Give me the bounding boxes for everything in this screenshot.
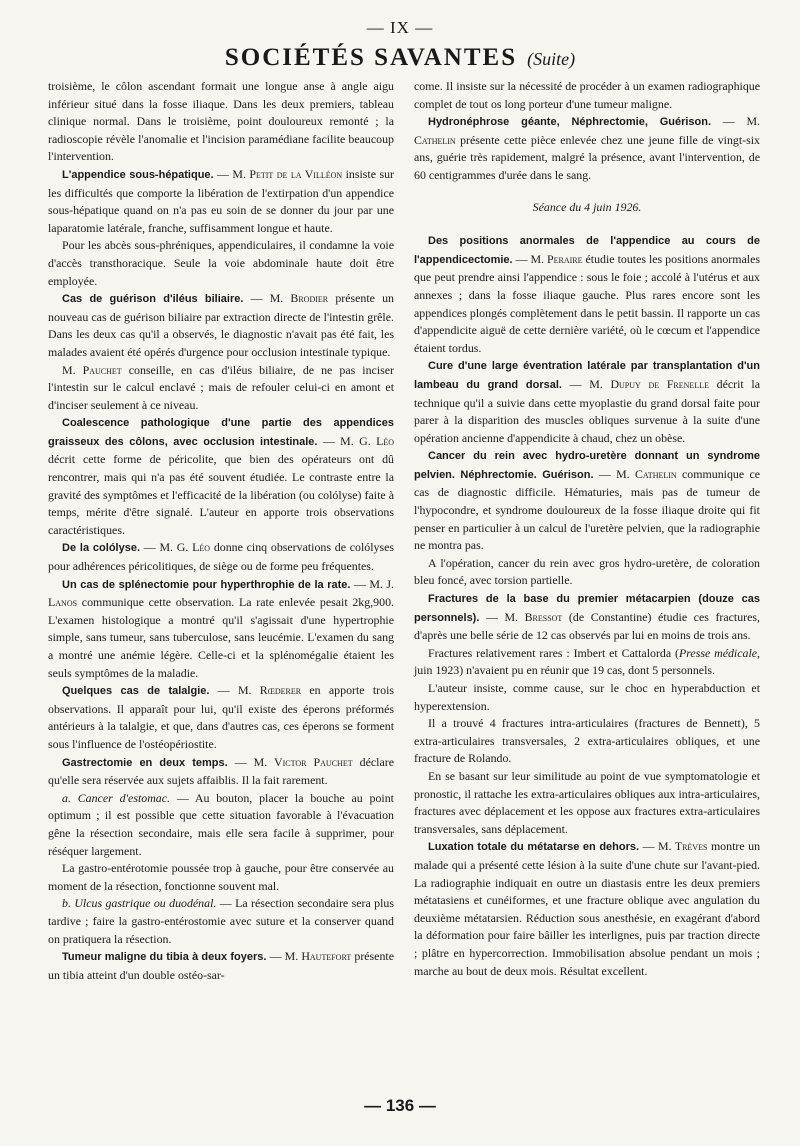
article-text: décrit la technique qu'il a suivie dans cette myoplastie du grand dorsal faite pour parer à la disparition des muscles obliques survenue à la suite d'une opération ancienne d'appendicite à chaud, chez un obèse.: [414, 376, 760, 445]
article-text: (de Constantine) étudie ces fractures, d'après une belle série de 12 cas observés par lui en moins de trois ans.: [414, 609, 761, 643]
left-column: [48, 78, 394, 984]
paragraph: L'auteur insiste, comme cause, sur le choc en hyperabduction et hyperextension.: [414, 681, 760, 713]
article-heading: Cure d'une large éventration latérale par transplantation d'un lambeau du grand dorsal.: [414, 360, 760, 391]
article-text: communique cette observation. La rate enlevée pesait 2kg,900. L'examen histologique a montré qu'il s'agissait d'une hypertrophie simple, sans tumeur, sans tuberculose, sans leucémie. L'examen du sang a montré une anémie légère. Celle-ci et la splénomégalie étaient les seuls symptômes de la maladie.: [48, 595, 394, 680]
article: Cancer du rein avec hydro-uretère donnant un syndrome pelvien. Néphrectomie. Guérison. — M. Cathelin communique ce cas de diagnostic difficile. Hématuries, mais pas de tumeur de l'hypocondre, et syndrome douloureux de la fosse iliaque droite qui fit penser en particulier à un calcul de l'uretère pelvien, que la radiographie ne montra pas.: [414, 450, 760, 553]
text-fragment: Fractures relativement rares : Imbert et Cattalorda (: [428, 645, 679, 660]
article-heading: Quelques cas de talalgie.: [62, 685, 210, 698]
article-text: montre un malade qui a présenté cette lésion à la suite d'une chute sur l'avant-pied. La radiographie indiquait en outre un diastasis entre les deux premiers métatasiens et cunéiformes, et une fracture oblique avec angulation du deuxième métatarsien. Réduction sous anesthésie, en exagérant d'abord la déformation pour faire bâiller les interlignes, puis par traction directe ; plâtre en hypercorrection. Immobilisation absolue pendant un mois ; marche au bout de deux mois. Résultat excellent.: [414, 839, 761, 978]
article: Cure d'une large éventration latérale par transplantation d'un lambeau du grand dorsal. — M. Dupuy de Frenelle décrit la technique qu'il a suivie dans cette myoplastie du grand dorsal faite pour parer à la disparition des muscles obliques survenue à la suite d'une opération ancienne d'appendicite à chaud, chez un obèse.: [414, 360, 760, 445]
article-text: — La résection secondaire sera plus tardive ; faire la gastro-entérostomie avec suture et la conserver quand on pratiquera la résection.: [48, 896, 394, 946]
article-text: donne cinq observations de colólyses pour adhérences péricolitiques, de siège ou de forme peu fréquentes.: [48, 540, 394, 574]
article-heading: Luxation totale du métatarse en dehors.: [428, 841, 640, 854]
article: Quelques cas de talalgie. — M. Rœderer en apporte trois observations. Il apparaît pour lui, qu'il existe des éperons préformés antérieurs à la talalgie, et que, dans d'autres cas, ces éperons se forment sous l'influence de l'ostéopériostite.: [48, 683, 394, 751]
author: M. Cathelin: [616, 466, 677, 481]
text-fragment: , juin 1923) n'avaient pu en réunir que 19 cas, dont 5 personnels.: [414, 645, 761, 678]
article-heading: Hydronéphrose géante, Néphrectomie, Guérison.: [428, 116, 712, 129]
subsection-label: a. Cancer d'estomac.: [62, 790, 170, 805]
author: M. Peraire: [530, 251, 583, 266]
paragraph: La gastro-entérotomie poussée trop à gauche, pour être conservée au moment de la résection, fonctionne souvent mal.: [48, 861, 394, 893]
paragraph: En se basant sur leur similitude au point de vue symptomatologie et pronostic, il rattache les extra-articulaires obliques aux intra-articulaires, fractures avec déplacement et les oppose aux fractures extra-articulaires transversales, sans déplacement.: [414, 768, 760, 836]
text-columns: [48, 78, 760, 984]
article-heading: Gastrectomie en deux temps.: [62, 756, 228, 769]
author: M. Cathelin: [414, 114, 760, 147]
paragraph: [48, 362, 394, 415]
article-text: décrit cette forme de péricolite, que bien des opérateurs ont dû rencontrer, mais qui n'a pas été souvent étudiée. Le contraste entre la gravité des symptômes et l'efficacité de la libération (ou colólyse) faite à temps, mérite d'être signalé. L'auteur en apporte trois observations caractéristiques.: [48, 452, 394, 537]
article: Gastrectomie en deux temps. — M. Victor Pauchet déclare qu'elle sera réservée aux sujets affaiblis. Il la fait rarement.: [48, 754, 394, 788]
author: M. Bressot: [504, 609, 563, 624]
article-heading: Tumeur maligne du tibia à deux foyers.: [62, 951, 267, 964]
article-text: déclare qu'elle sera réservée aux sujets affaiblis. Il la fait rarement.: [48, 754, 394, 788]
author: M. Rœderer: [237, 683, 302, 698]
section-suite: (Suite): [527, 49, 576, 69]
paragraph: [48, 790, 394, 860]
paragraph: Il a trouvé 4 fractures intra-articulaires (fractures de Bennett), 5 extra-articulaires transversales, 2 extra-articulaires obliques, et une fracture de Rolando.: [414, 716, 760, 766]
author: M. Brodier: [269, 291, 329, 306]
author: M. J. Lanos: [48, 576, 394, 610]
article-text: — Au bouton, placer la bouche au point optimum ; il est possible que cette situation favorable à l'évacuation gêne la résection secondaire, mais elle sera facile à supprimer, pour réséquer largement.: [48, 790, 394, 858]
paragraph: [414, 645, 760, 680]
author: M. Petit de la Villéon: [232, 166, 343, 181]
article-heading: Cas de guérison d'iléus biliaire.: [62, 293, 244, 306]
article: L'appendice sous-hépatique. — M. Petit de la Villéon insiste sur les difficultés que comporte la libération de l'extirpation d'un appendice sous-hépatique quand on n'a pas eu soin de se donner du jour par une laparatomie latérale, franche, suffisamment longue et haute.: [48, 166, 394, 235]
roman-page-number: — IX —: [366, 18, 434, 37]
article-heading: De la colólyse.: [62, 542, 141, 555]
article-text: insiste sur les difficultés que comporte la libération de l'extirpation d'un appendice sous-hépatique quand on n'a pas eu soin de se donner du jour par une laparatomie latérale, franche, suffisamment longue et haute.: [48, 166, 394, 235]
paragraph: [48, 895, 394, 948]
article-heading: L'appendice sous-hépatique.: [62, 168, 214, 181]
article: Cas de guérison d'iléus biliaire. — M. Brodier présente un nouveau cas de guérison biliaire par extraction directe de l'intestin grêle. Dans les deux cas qu'il a observés, le diagnostic n'avait pas été fait, les malades avaient été opérés d'urgence pour occlusion intestinale typique.: [48, 291, 394, 359]
paragraph: Pour les abcès sous-phréniques, appendiculaires, il condamne la voie d'accès transthoracique. Seule la voie abdominale haute doit être employée.: [48, 238, 394, 288]
article-text: conseille, en cas d'iléus biliaire, de ne pas inciser l'intestin sur le calcul enclavé ; mais de refouler celui-ci en amont et d'inciser seulement à ce niveau.: [48, 362, 394, 412]
article-heading: Des positions anormales de l'appendice au cours de l'appendicectomie.: [414, 235, 760, 266]
author: M. Trèves: [657, 839, 708, 854]
author: M. G. Léo: [340, 433, 394, 448]
article-heading: Cancer du rein avec hydro-uretère donnant un syndrome pelvien. Néphrectomie. Guérison.: [414, 450, 760, 481]
article-text: présente un nouveau cas de guérison biliaire par extraction directe de l'intestin grêle. Dans les deux cas qu'il a observés, le diagnostic n'avait pas été fait, les malades avaient été opérés d'urgence pour occlusion intestinale typique.: [48, 291, 394, 359]
paragraph: A l'opération, cancer du rein avec gros hydro-uretère, de coloration bleu foncé, avec torsion partielle.: [414, 555, 760, 588]
author: M. G. Léo: [159, 540, 211, 555]
article-text: en apporte trois observations. Il apparaît pour lui, qu'il existe des éperons préformés antérieurs à la talalgie, et que, dans d'autres cas, ces éperons se forment sous l'influence de l'ostéopériostite.: [48, 683, 394, 751]
right-column: [414, 78, 760, 984]
paragraph: troisième, le côlon ascendant formait une longue anse à angle aigu inférieur situé dans la fosse iliaque. Dans les deux premiers, tableau clinique normal. Dans le troisième, point douloureux remonté ; la radioscopie révèle l'anomalie et l'incision paramédiane facilite beaucoup l'intervention.: [48, 79, 394, 164]
section-header: [0, 44, 800, 72]
author: M. Dupuy de Frenelle: [589, 376, 709, 391]
page-number: — 136 —: [364, 1096, 436, 1115]
article: Hydronéphrose géante, Néphrectomie, Guérison. — M. Cathelin présente cette pièce enlevée chez une jeune fille de vingt-six ans, guérie très rapidement, malgré la présence, avant l'intervention, de 60 centigrammes d'urée dans le sang.: [414, 114, 760, 182]
article-text: présente un tibia atteint d'un double ostéo-sar-: [48, 949, 394, 982]
article: Coalescence pathologique d'une partie des appendices graisseux des côlons, avec occlusion intestinale. — M. G. Léo décrit cette forme de péricolite, que bien des opérateurs ont dû rencontrer, mais qui n'a pas été souvent étudiée. Le contraste entre la gravité des symptômes et l'efficacité de la libération (ou colólyse) faite à temps, mérite d'être signalé. L'auteur en apporte trois observations caractéristiques.: [48, 417, 394, 537]
section-title: SOCIÉTÉS SAVANTES: [224, 44, 518, 71]
author: M. Victor Pauchet: [253, 754, 353, 769]
journal-title: Presse médicale: [678, 645, 758, 660]
article: Tumeur maligne du tibia à deux foyers. — M. Hautefort présente un tibia atteint d'un double ostéo-sar-: [48, 949, 394, 982]
session-date: Séance du 4 juin 1926.: [532, 199, 642, 214]
article-heading: Fractures de la base du premier métacarpien (douze cas personnels).: [414, 593, 760, 624]
article: De la colólyse. — M. G. Léo donne cinq observations de colólyses pour adhérences péricolitiques, de siège ou de forme peu fréquentes.: [48, 540, 394, 574]
article-text: communique ce cas de diagnostic difficile. Hématuries, mais pas de tumeur de l'hypocondre, et syndrome douloureux de la fosse iliaque droite qui fit penser en particulier à un calcul de l'uretère pelvien, que la radiographie ne montra pas.: [414, 466, 760, 553]
author: M. Hautefort: [284, 949, 352, 964]
article: Fractures de la base du premier métacarpien (douze cas personnels). — M. Bressot (de Constantine) étudie ces fractures, d'après une belle série de 12 cas observés par lui en moins de trois ans.: [414, 593, 761, 643]
article: Luxation totale du métatarse en dehors. — M. Trèves montre un malade qui a présenté cette lésion à la suite d'une chute sur l'avant-pied. La radiographie indiquait en outre un diastasis entre les deux premiers métatasiens et cunéiformes, et une fracture oblique avec angulation du deuxième métatarsien. Réduction sous anesthésie, en exagérant d'abord la déformation pour faire bâiller les interlignes, puis par traction directe ; plâtre en hypercorrection. Immobilisation absolue pendant un mois ; marche au bout de deux mois. Résultat excellent.: [414, 839, 761, 978]
article-heading: Un cas de splénectomie pour hyperthrophie de la rate.: [62, 578, 351, 591]
author: M. Pauchet: [62, 362, 122, 377]
paragraph: come. Il insiste sur la nécessité de procéder à un examen radiographique complet de tout os long porteur d'une tumeur maligne.: [414, 79, 760, 111]
article-heading: Coalescence pathologique d'une partie des appendices graisseux des côlons, avec occlusion intestinale.: [48, 417, 394, 448]
subsection-label: b. Ulcus gastrique ou duodénal.: [62, 896, 217, 911]
article: Un cas de splénectomie pour hyperthrophie de la rate. — M. J. Lanos communique cette observation. La rate enlevée pesait 2kg,900. L'examen histologique a montré qu'il s'agissait d'une hypertrophie simple, sans tumeur, sans tuberculose, sans leucémie. L'examen du sang a montré une anémie légère. Celle-ci et la splénomégalie étaient les seuls symptômes de la maladie.: [48, 576, 394, 680]
article-text: présente cette pièce enlevée chez une jeune fille de vingt-six ans, guérie très rapidement, malgré la présence, avant l'intervention, de 60 centigrammes d'urée dans le sang.: [414, 132, 760, 182]
article: Des positions anormales de l'appendice au cours de l'appendicectomie. — M. Peraire étudie toutes les positions anormales que peut prendre ainsi l'appendice : sous le foie ; accolé à l'utérus et aux annexes ; dans la fosse iliaque gauche. Plus rares encore sont les appendices plongés complètement dans le petit bassin. Il rapporte un cas d'appendicite aiguë de cette dernière variété, où le cœcum et l'appendice étaient tordus.: [414, 235, 760, 355]
article-text: étudie toutes les positions anormales que peut prendre ainsi l'appendice : sous le foie ; accolé à l'utérus et aux annexes ; dans la fosse iliaque gauche. Plus rares encore sont les appendices plongés complètement dans le petit bassin. Il rapporte un cas d'appendicite aiguë de cette dernière variété, où le cœcum et l'appendice étaient tordus.: [414, 251, 760, 355]
